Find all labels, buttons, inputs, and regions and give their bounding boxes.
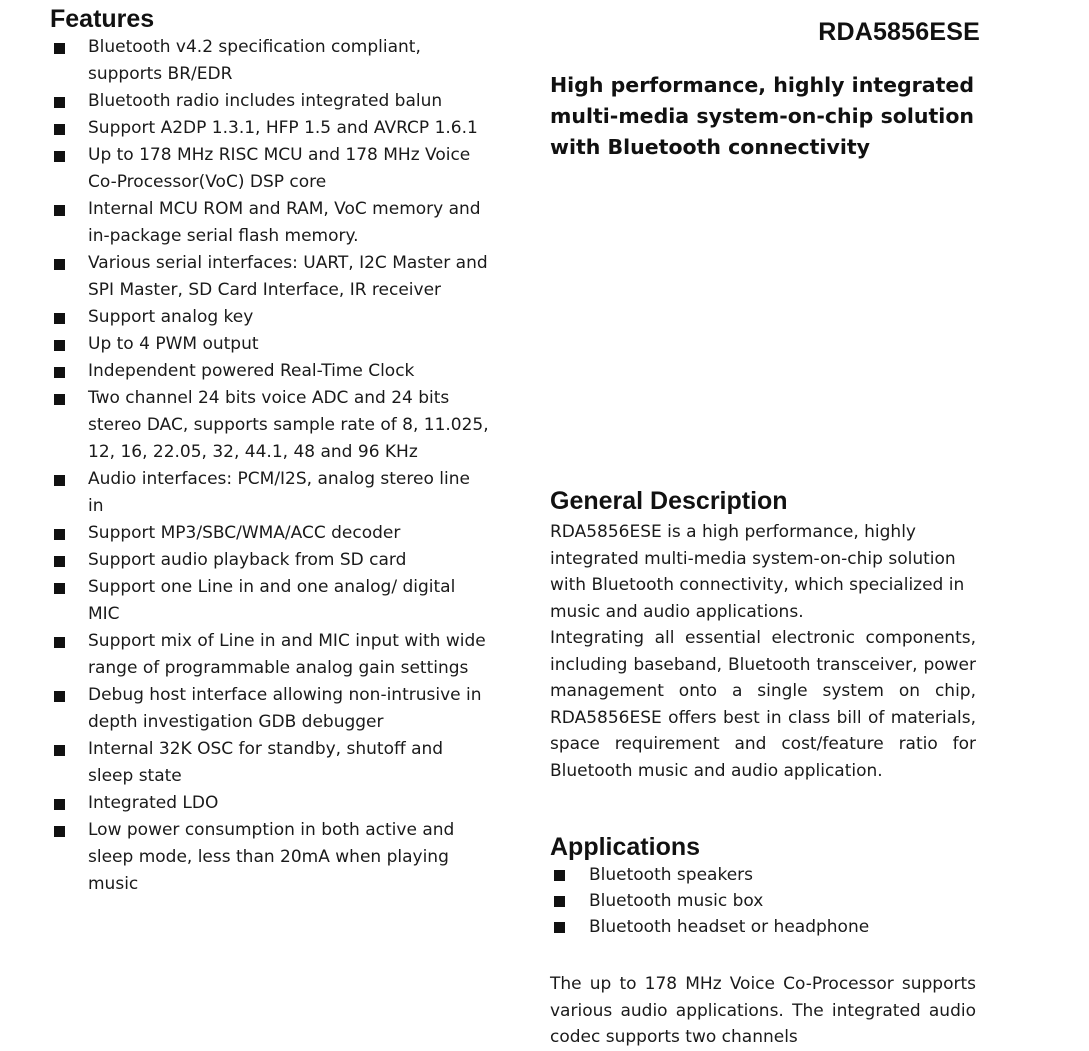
part-number: RDA5856ESE	[818, 18, 980, 46]
square-bullet-icon	[554, 870, 565, 881]
applications-heading: Applications	[550, 833, 701, 861]
square-bullet-icon	[554, 896, 565, 907]
square-bullet-icon	[54, 313, 65, 324]
feature-item: Debug host interface allowing non-intrusive in depth investigation GDB debugger	[50, 682, 490, 736]
product-tagline: High performance, highly integrated multi-media system-on-chip solution with Bluetooth connectivity	[550, 73, 974, 159]
square-bullet-icon	[54, 637, 65, 648]
square-bullet-icon	[54, 151, 65, 162]
square-bullet-icon	[54, 97, 65, 108]
square-bullet-icon	[54, 367, 65, 378]
square-bullet-icon	[54, 826, 65, 837]
feature-item: Up to 4 PWM output	[50, 331, 490, 358]
features-section	[50, 4, 490, 898]
feature-item: Internal MCU ROM and RAM, VoC memory and in-package serial flash memory.	[50, 196, 490, 250]
square-bullet-icon	[54, 205, 65, 216]
feature-item: Independent powered Real-Time Clock	[50, 358, 490, 385]
feature-item: Support A2DP 1.3.1, HFP 1.5 and AVRCP 1.6.1	[50, 115, 490, 142]
feature-item: Low power consumption in both active and sleep mode, less than 20mA when playing music	[50, 817, 490, 898]
applications-section	[550, 832, 976, 940]
square-bullet-icon	[54, 124, 65, 135]
feature-item: Audio interfaces: PCM/I2S, analog stereo line in	[50, 466, 490, 520]
square-bullet-icon	[54, 745, 65, 756]
application-item: Bluetooth headset or headphone	[550, 914, 976, 940]
square-bullet-icon	[54, 529, 65, 540]
feature-item: Bluetooth v4.2 specification compliant, supports BR/EDR	[50, 34, 490, 88]
square-bullet-icon	[54, 799, 65, 810]
square-bullet-icon	[54, 259, 65, 270]
general-description-section	[550, 486, 976, 784]
square-bullet-icon	[54, 43, 65, 54]
feature-item: Integrated LDO	[50, 790, 490, 817]
feature-item: Up to 178 MHz RISC MCU and 178 MHz Voice Co-Processor(VoC) DSP core	[50, 142, 490, 196]
feature-item: Support one Line in and one analog/ digital MIC	[50, 574, 490, 628]
feature-item: Support audio playback from SD card	[50, 547, 490, 574]
feature-item: Various serial interfaces: UART, I2C Master and SPI Master, SD Card Interface, IR receiver	[50, 250, 490, 304]
square-bullet-icon	[554, 922, 565, 933]
feature-item: Support MP3/SBC/WMA/ACC decoder	[50, 520, 490, 547]
square-bullet-icon	[54, 583, 65, 594]
feature-item: Internal 32K OSC for standby, shutoff and sleep state	[50, 736, 490, 790]
applications-list	[550, 862, 976, 940]
application-item: Bluetooth music box	[550, 888, 976, 914]
square-bullet-icon	[54, 475, 65, 486]
features-list	[50, 34, 490, 898]
square-bullet-icon	[54, 394, 65, 405]
codec-paragraph: The up to 178 MHz Voice Co-Processor supports various audio applications. The integrated audio codec supports two channels	[550, 974, 976, 1047]
feature-item: Bluetooth radio includes integrated balun	[50, 88, 490, 115]
application-item: Bluetooth speakers	[550, 862, 976, 888]
square-bullet-icon	[54, 691, 65, 702]
description-paragraph: Integrating all essential electronic components, including baseband, Bluetooth transceiver, power management onto a single system on chip, RDA5856ESE offers best in class bill of materials, space requirement and cost/feature ratio for Bluetooth music and audio application.	[550, 628, 976, 781]
features-heading: Features	[50, 5, 155, 33]
feature-item: Support mix of Line in and MIC input with wide range of programmable analog gain settings	[50, 628, 490, 682]
description-paragraph: RDA5856ESE is a high performance, highly integrated multi-media system-on-chip solution with Bluetooth connectivity, which specialized in music and audio applications.	[550, 522, 965, 622]
square-bullet-icon	[54, 340, 65, 351]
feature-item: Two channel 24 bits voice ADC and 24 bits stereo DAC, supports sample rate of 8, 11.025, 12, 16, 22.05, 32, 44.1, 48 and 96 KHz	[50, 385, 490, 466]
feature-item: Support analog key	[50, 304, 490, 331]
square-bullet-icon	[54, 556, 65, 567]
general-description-heading: General Description	[550, 487, 788, 515]
